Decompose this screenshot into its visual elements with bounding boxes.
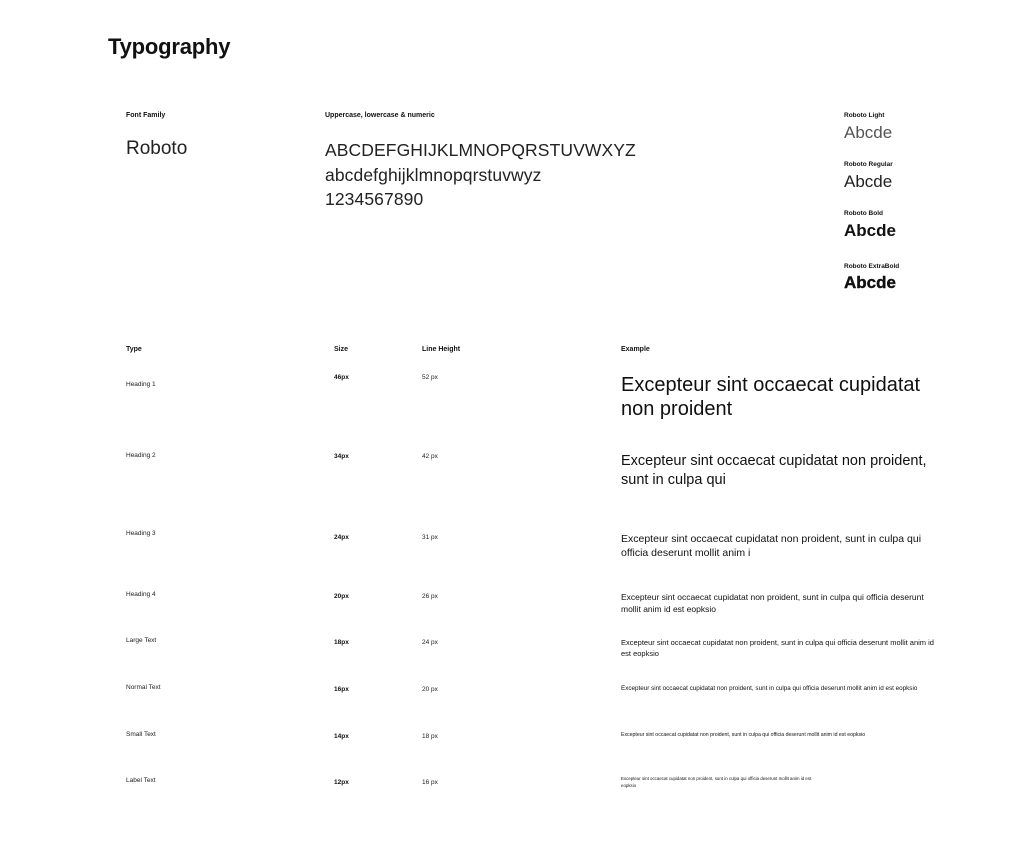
- row-size: 20px: [334, 593, 349, 600]
- row-type: Heading 1: [126, 381, 156, 388]
- row-example: Excepteur sint occaecat cupidatat non proident: [621, 374, 921, 420]
- charset-uppercase: ABCDEFGHIJKLMNOPQRSTUVWXYZ: [325, 140, 636, 160]
- weight-label-light: Roboto Light: [844, 112, 885, 119]
- weight-sample-light: Abcde: [844, 123, 893, 142]
- row-line-height: 16 px: [422, 779, 438, 786]
- row-example: Excepteur sint occaecat cupidatat non proident, sunt in culpa qui: [621, 453, 927, 488]
- row-size: 24px: [334, 534, 349, 541]
- row-example: Excepteur sint occaecat cupidatat non proident, sunt in culpa qui officia deserunt mollit anim id est eopksio: [621, 685, 918, 692]
- row-line-height: 18 px: [422, 733, 438, 740]
- row-line-height: 24 px: [422, 639, 438, 646]
- header-example: Example: [621, 346, 650, 353]
- row-type: Heading 2: [126, 452, 156, 459]
- row-size: 12px: [334, 779, 349, 786]
- row-type: Heading 4: [126, 591, 156, 598]
- header-size: Size: [334, 346, 349, 353]
- header-line-height: Line Height: [422, 346, 461, 353]
- weight-sample-extrabold: Abcde: [844, 273, 896, 292]
- row-size: 46px: [334, 374, 349, 381]
- charset-lowercase: abcdefghijklmnopqrstuvwyz: [325, 164, 542, 185]
- page-title: Typography: [108, 34, 231, 59]
- row-example: Excepteur sint occaecat cupidatat non proident, sunt in culpa qui officia deserunt mollit anim id est eopksio: [621, 638, 934, 658]
- font-family-label: Font Family: [126, 112, 166, 119]
- row-line-height: 26 px: [422, 593, 438, 600]
- charset-label: Uppercase, lowercase & numeric: [325, 112, 435, 119]
- row-type: Normal Text: [126, 684, 161, 691]
- charset-numeric: 1234567890: [325, 189, 424, 209]
- row-example: Excepteur sint occaecat cupidatat non proident, sunt in culpa qui officia deserunt mollit anim id est eopksio: [621, 732, 866, 738]
- row-size: 14px: [334, 733, 349, 740]
- font-family-name: Roboto: [126, 138, 188, 159]
- weight-sample-bold: Abcde: [844, 221, 896, 240]
- row-line-height: 42 px: [422, 453, 438, 460]
- weight-label-bold: Roboto Bold: [844, 210, 883, 217]
- row-type: Heading 3: [126, 530, 156, 537]
- row-type: Large Text: [126, 637, 157, 644]
- row-example: Excepteur sint occaecat cupidatat non proident, sunt in culpa qui officia deserunt mollit anim id est eopksio: [621, 776, 812, 788]
- weight-label-extrabold: Roboto ExtraBold: [844, 263, 900, 270]
- row-line-height: 52 px: [422, 374, 438, 381]
- row-size: 34px: [334, 453, 349, 460]
- row-line-height: 31 px: [422, 534, 438, 541]
- header-type: Type: [126, 346, 142, 353]
- charset-sample: [325, 138, 636, 212]
- row-example: Excepteur sint occaecat cupidatat non proident, sunt in culpa qui officia deserunt mollit anim i: [621, 533, 922, 559]
- row-example: Excepteur sint occaecat cupidatat non proident, sunt in culpa qui officia deserunt mollit anim id est eopksio: [621, 592, 924, 614]
- weight-sample-regular: Abcde: [844, 172, 893, 191]
- weight-label-regular: Roboto Regular: [844, 161, 893, 168]
- row-type: Label Text: [126, 777, 156, 784]
- row-size: 16px: [334, 686, 349, 693]
- row-line-height: 20 px: [422, 686, 438, 693]
- row-size: 18px: [334, 639, 349, 646]
- row-type: Small Text: [126, 731, 156, 738]
